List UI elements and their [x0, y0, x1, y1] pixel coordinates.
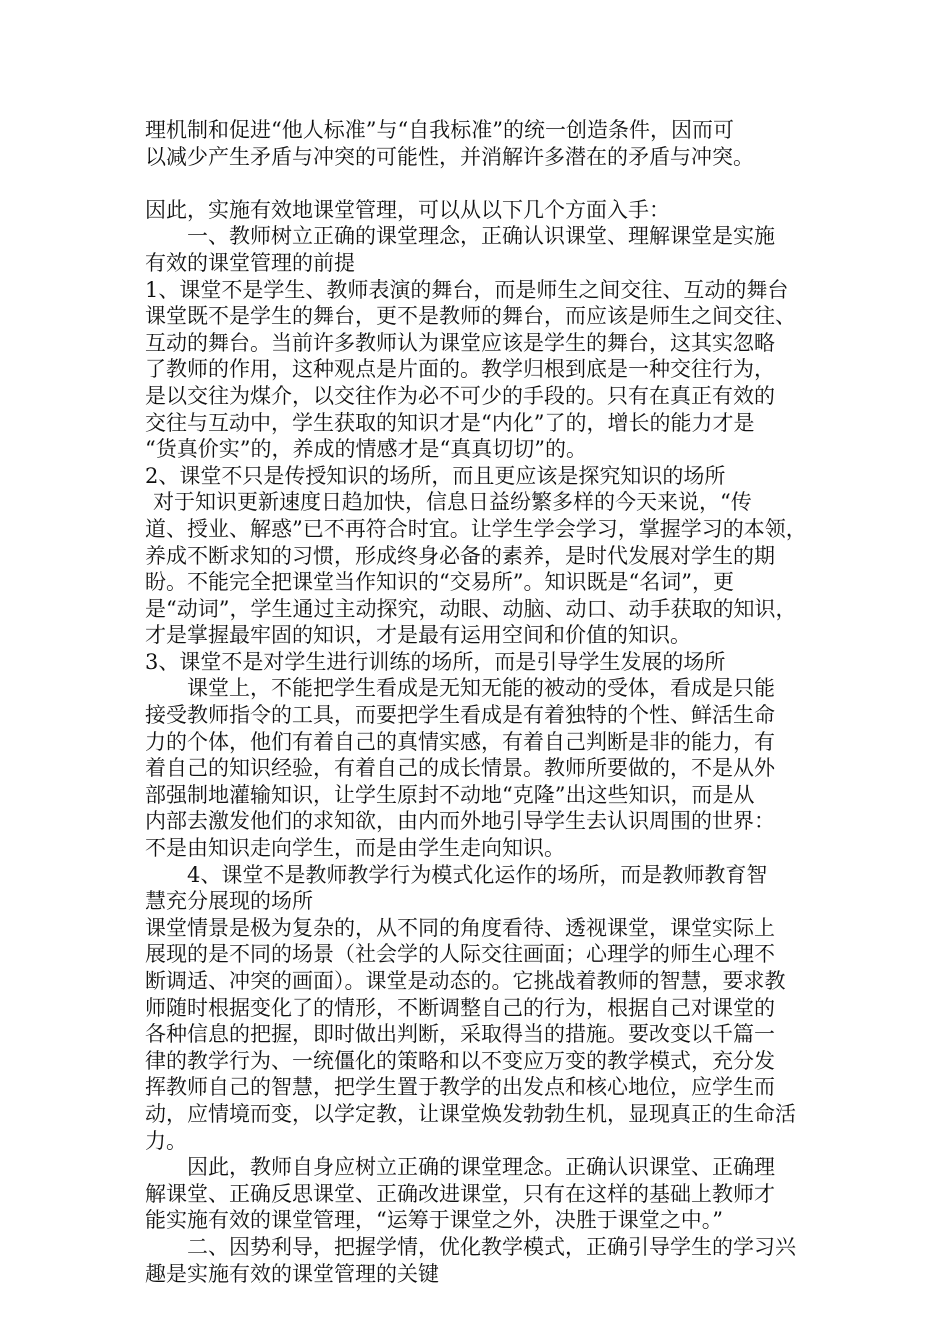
paragraph-line: 养成不断求知的习惯，形成终身必备的素养，是时代发展对学生的期: [145, 543, 775, 568]
paragraph-line: 是以交往为煤介，以交往作为必不可少的手段的。只有在真正有效的: [145, 383, 775, 408]
paragraph-line: 互动的舞台。当前许多教师认为课堂应该是学生的舞台，这其实忽略: [145, 330, 775, 355]
paragraph-line: 是“动词”，学生通过主动探究，动眼、动脑、动口、动手获取的知识，: [145, 596, 797, 621]
paragraph-line: 交往与互动中，学生获取的知识才是“内化”了的，增长的能力才是: [145, 410, 755, 435]
paragraph-line: 挥教师自己的智慧，把学生置于教学的出发点和核心地位，应学生而: [145, 1075, 775, 1100]
paragraph-line: 接受教师指令的工具，而要把学生看成是有着独特的个性、鲜活生命: [145, 703, 775, 728]
paragraph-line: 展现的是不同的场景（社会学的人际交往画面；心理学的师生心理不: [145, 942, 775, 967]
paragraph-line: 对于知识更新速度日趋加快，信息日益纷繁多样的今天来说，“传: [153, 490, 752, 515]
intro-line: 因此，实施有效地课堂管理，可以从以下几个方面入手：: [145, 197, 670, 222]
paragraph-line: 力的个体，他们有着自己的真情实感，有着自己判断是非的能力，有: [145, 729, 775, 754]
conclusion-line: 因此，教师自身应树立正确的课堂理念。正确认识课堂、正确理: [187, 1155, 775, 1180]
paragraph-line: 师随时根据变化了的情形，不断调整自己的行为，根据自己对课堂的: [145, 995, 775, 1020]
paragraph-line: 着自己的知识经验，有着自己的成长情景。教师所要做的，不是从外: [145, 756, 775, 781]
paragraph-line: 断调适、冲突的画面）。课堂是动态的。它挑战着教师的智慧，要求教: [145, 969, 786, 993]
item-1-title: 1、课堂不是学生、教师表演的舞台，而是师生之间交往、互动的舞台: [145, 277, 789, 302]
document-page: [145, 117, 810, 1287]
paragraph-line: 律的教学行为、一统僵化的策略和以不变应万变的教学模式，充分发: [145, 1048, 775, 1073]
section-heading-2: 二、因势利导，把握学情，优化教学模式，正确引导学生的学习兴: [187, 1234, 796, 1259]
paragraph-line: “货真价实”的，养成的情感才是“真真切切”的。: [145, 437, 587, 462]
section-heading-2-cont: 趣是实施有效的课堂管理的关键: [145, 1261, 439, 1286]
paragraph-line: 盼。不能完全把课堂当作知识的“交易所”。知识既是“名词”，更: [145, 570, 734, 595]
paragraph-line: 不是由知识走向学生，而是由学生走向知识。: [145, 836, 565, 861]
paragraph-line: 了教师的作用，这种观点是片面的。教学归根到底是一种交往行为，: [145, 357, 775, 382]
paragraph-line: 各种信息的把握，即时做出判断，采取得当的措施。要改变以千篇一: [145, 1022, 775, 1047]
item-4-title: 4、课堂不是教师教学行为模式化运作的场所，而是教师教育智: [187, 862, 768, 887]
paragraph-line: 课堂上，不能把学生看成是无知无能的被动的受体，看成是只能: [187, 676, 775, 701]
paragraph-line: 动，应情境而变，以学定教，让课堂焕发勃勃生机，显现真正的生命活: [145, 1101, 796, 1126]
blank-line: [145, 170, 810, 197]
section-heading-1: 一、教师树立正确的课堂理念，正确认识课堂、理解课堂是实施: [187, 224, 775, 249]
conclusion-line: 解课堂、正确反思课堂、正确改进课堂，只有在这样的基础上教师才: [145, 1181, 775, 1206]
paragraph-line: 内部去激发他们的求知欲，由内而外地引导学生去认识周围的世界：: [145, 809, 775, 834]
paragraph-line: 以减少产生矛盾与冲突的可能性，并消解许多潜在的矛盾与冲突。: [145, 144, 754, 169]
item-3-title: 3、课堂不是对学生进行训练的场所，而是引导学生发展的场所: [145, 649, 726, 674]
section-heading-1-cont: 有效的课堂管理的前提: [145, 250, 355, 275]
paragraph-line: 道、授业、解惑”已不再符合时宜。让学生学会学习，掌握学习的本领，: [145, 516, 807, 541]
paragraph-line: 课堂既不是学生的舞台，更不是教师的舞台，而应该是师生之间交往、: [145, 304, 796, 329]
paragraph-line: 课堂情景是极为复杂的，从不同的角度看待、透视课堂，课堂实际上: [145, 915, 775, 940]
paragraph-line: 力。: [145, 1128, 187, 1153]
item-4-title-cont: 慧充分展现的场所: [145, 889, 313, 914]
paragraph-line: 理机制和促进“他人标准”与“自我标准”的统一创造条件，因而可: [145, 118, 734, 142]
paragraph-line: 部强制地灌输知识，让学生原封不动地“克隆”出这些知识，而是从: [145, 782, 755, 807]
conclusion-line: 能实施有效的课堂管理，“运筹于课堂之外，决胜于课堂之中。”: [145, 1208, 723, 1233]
paragraph-line: 才是掌握最牢固的知识，才是最有运用空间和价值的知识。: [145, 623, 691, 648]
item-2-title: 2、课堂不只是传授知识的场所，而且更应该是探究知识的场所: [145, 463, 726, 488]
